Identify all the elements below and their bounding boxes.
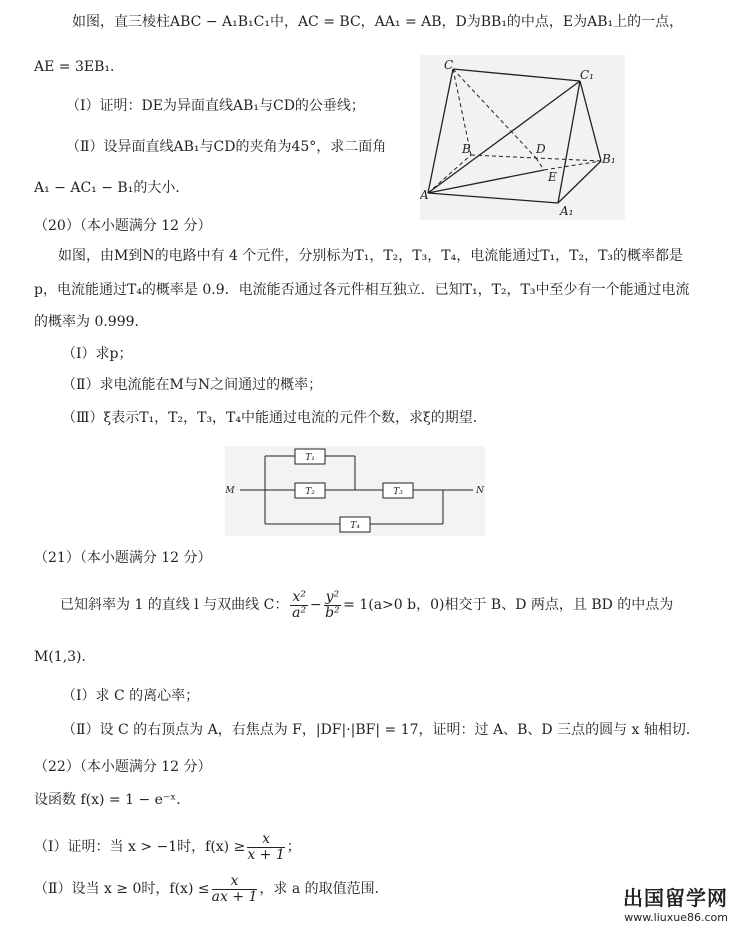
p21-line1: 已知斜率为 1 的直线 l 与双曲线 C： $\frac{\text{x²}}{\text{a²}}$ − $\frac{\text{y²}}{\text{b²}}$ = 1(a>0 b，0)相交于 B、D 两点，且 BD 的中点为 [60,588,674,621]
p21-q1: （Ⅰ）求 C 的离心率； [62,688,200,704]
watermark [623,882,728,924]
label-B1: B₁ [602,152,616,166]
frac-x2-a2: $\frac{\text{x²}}{\text{a²}}$ [292,588,307,621]
label-T4: T₄ [350,521,360,531]
p21-q2: （Ⅱ）设 C 的右顶点为 A，右焦点为 F，|DF|·|BF| = 17，证明：过 A、B、D 三点的圆与 x 轴相切． [62,722,700,738]
p21-head: （21）（本小题满分 12 分） [34,550,212,566]
p20-line3: 的概率为 0.999． [34,314,149,330]
label-T2: T₂ [305,487,315,497]
p20-line2: p，电流能通过T₄的概率是 0.9．电流能否通过各元件相互独立．已知T₁，T₂，T₃中至少有一个能通过电流 [34,282,690,298]
watermark-cn: 出国留学网 [623,886,728,910]
label-N: N [476,486,484,496]
p22-head: （22）（本小题满分 12 分） [34,759,212,775]
label-E: E [548,170,557,184]
label-C1: C₁ [580,68,594,82]
label-T3: T₃ [393,487,403,497]
p20-head: （20）（本小题满分 12 分） [34,218,212,234]
p19-line2: AE = 3EB₁． [34,59,124,75]
label-M: M [225,486,235,496]
label-A1: A₁ [560,204,574,218]
label-D: D [536,142,546,156]
circuit-figure [225,446,485,536]
p19-q2a: （Ⅱ）设异面直线AB₁与CD的夹角为45°，求二面角 [66,139,387,155]
p19-q1: （Ⅰ）证明：DE为异面直线AB₁与CD的公垂线； [66,98,365,114]
frac-q1: $\frac{x}{x + 1}$ [247,830,285,863]
frac-y2-b2: $\frac{\text{y²}}{\text{b²}}$ [325,588,340,621]
p21-line1a: 已知斜率为 1 的直线 l 与双曲线 C： [60,597,289,613]
p22-line1: 设函数 f(x) = 1 − e⁻ˣ． [34,792,191,808]
label-A: A [420,188,429,202]
watermark-url: www.liuxue86.com [624,911,728,924]
p22-q2: （Ⅱ）设当 x ≥ 0时，f(x) ≤ $\frac{x}{ax + 1}$ ，求 a 的取值范围． [34,872,389,905]
p20-q3: （Ⅲ）ξ表示T₁，T₂，T₃，T₄中能通过电流的元件个数，求ξ的期望． [62,410,487,426]
frac-q2: $\frac{x}{ax + 1}$ [211,872,258,905]
p21-line1b: = 1(a>0 b，0)相交于 B、D 两点，且 BD 的中点为 [343,597,674,613]
p20-q1: （Ⅰ）求p； [62,346,133,362]
label-T1: T₁ [305,453,315,463]
prism-figure [420,55,625,220]
p20-q2: （Ⅱ）求电流能在M与N之间通过的概率； [62,377,323,393]
label-C: C [444,58,454,72]
label-B: B [462,142,471,156]
p20-line1: 如图，由M到N的电路中有 4 个元件，分别标为T₁，T₂，T₃，T₄，电流能通过T₁，T₂，T₃的概率都是 [58,248,684,264]
p19-q2b: A₁ − AC₁ − B₁的大小． [34,180,190,196]
p22-q1: （Ⅰ）证明：当 x > −1时，f(x) ≥ $\frac{x}{x + 1}$ ； [34,830,301,863]
p19-line1: 如图，直三棱柱ABC − A₁B₁C₁中，AC = BC，AA₁ = AB，D为BB₁的中点，E为AB₁上的一点， [72,14,684,30]
p21-line2: M(1,3)． [34,649,96,665]
